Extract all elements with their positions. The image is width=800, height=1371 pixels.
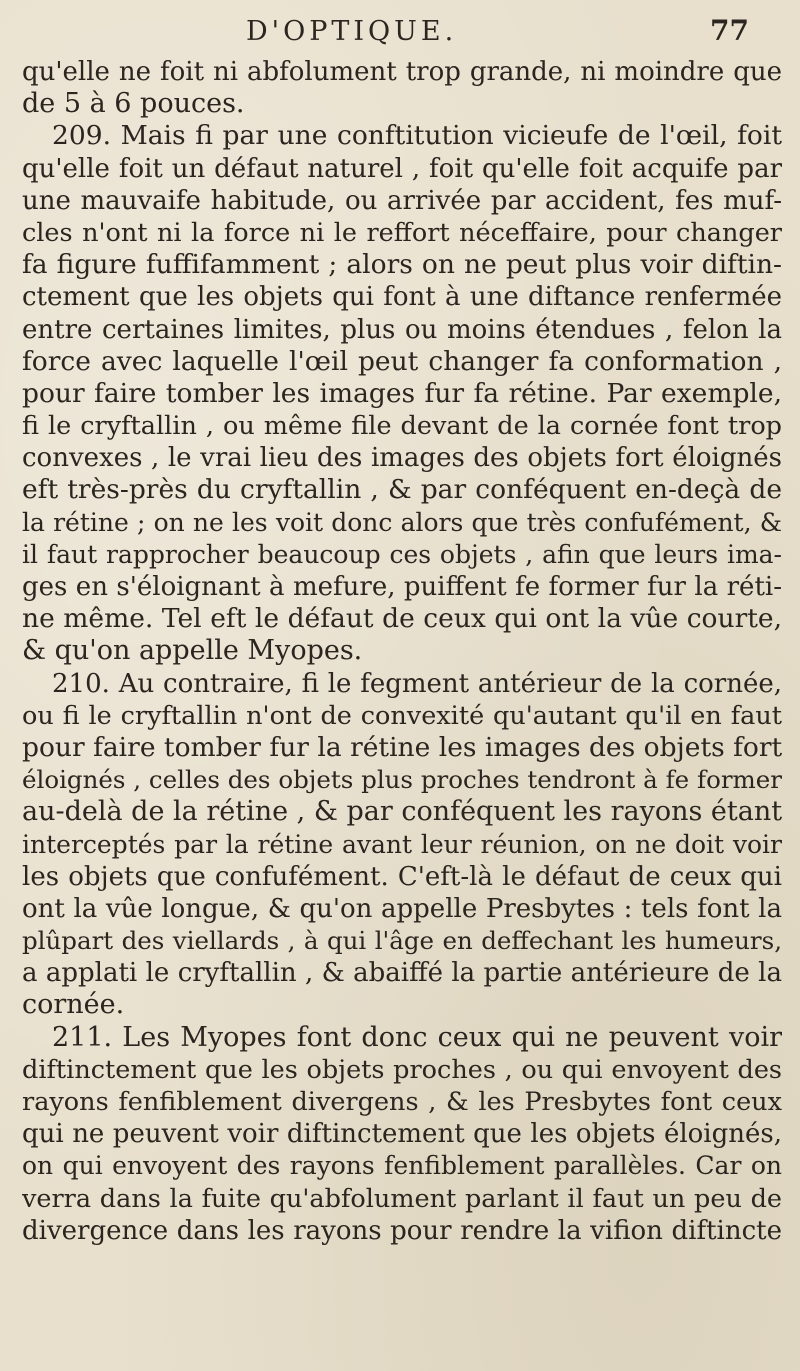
text-line: fa figure fuffifamment ; alors on ne peut plus voir diftin- (22, 249, 782, 281)
text-line: au-delà de la rétine , & par conféquent les rayons étant (22, 796, 782, 828)
text-line: ont la vûe longue, & qu'on appelle Presbytes : tels font la (22, 893, 782, 924)
text-line: convexes , le vrai lieu des images des objets fort éloignés (22, 443, 782, 474)
text-line: pour faire tomber les images fur fa rétine. Par exemple, (22, 377, 782, 409)
text-line: eft très-près du cryftallin , & par conféquent en-deçà de (22, 474, 782, 506)
text-line: diftinctement que les objets proches , ou qui envoyent des (22, 1054, 782, 1085)
text-line: 210. Au contraire, fi le fegment antérieur de la cornée, (52, 668, 782, 699)
text-line: plûpart des viellards , à qui l'âge en deffechant les humeurs, (22, 926, 782, 956)
text-line: entre certaines limites, plus ou moins étendues , felon la (22, 314, 782, 345)
text-line: cles n'ont ni la force ni le reffort néceffaire, pour changer (22, 217, 782, 248)
text-line: 211. Les Myopes font donc ceux qui ne peuvent voir (52, 1021, 782, 1053)
text-line: fi le cryftallin , ou même file devant de la cornée font trop (22, 411, 782, 442)
text-line: qui ne peuvent voir diftinctement que les objets éloignés, (22, 1119, 782, 1150)
text-line: ne même. Tel eft le défaut de ceux qui ont la vûe courte, (22, 603, 782, 635)
text-line: & qu'on appelle Myopes. (22, 635, 363, 667)
text-line: la rétine ; on ne les voit donc alors que très confufément, & (22, 507, 782, 537)
text-line: éloignés , celles des objets plus proches tendront à fe former (22, 765, 782, 795)
running-title: D'OPTIQUE. (246, 16, 458, 47)
page-header (0, 14, 800, 54)
text-line: on qui envoyent des rayons fenfiblement parallèles. Car on (22, 1151, 782, 1181)
text-line: 209. Mais fi par une conftitution vicieufe de l'œil, foit (52, 120, 782, 152)
text-line: rayons fenfiblement divergens , & les Presbytes font ceux (22, 1087, 782, 1117)
text-line: ges en s'éloignant à mefure, puiffent fe former fur la réti- (22, 572, 782, 602)
text-line: ou fi le cryftallin n'ont de convexité qu'autant qu'il en faut (22, 700, 782, 731)
text-line: a applati le cryftallin , & abaiffé la partie antérieure de la (22, 958, 782, 989)
text-line: qu'elle ne foit ni abfolument trop grande, ni moindre que (22, 57, 782, 87)
text-line: il faut rapprocher beaucoup ces objets , afin que leurs ima- (22, 539, 782, 569)
text-line: une mauvaife habitude, ou arrivée par accident, fes muf- (22, 185, 782, 216)
text-line: verra dans la fuite qu'abfolument parlant il faut un peu de (22, 1183, 782, 1214)
text-line: cornée. (22, 989, 125, 1021)
text-line: divergence dans les rayons pour rendre la vifion diftincte (22, 1215, 782, 1246)
text-line: les objets que confufément. C'eft-là le défaut de ceux qui (22, 861, 782, 892)
text-line: qu'elle foit un défaut naturel , foit qu'elle foit acquife par (22, 153, 782, 184)
page-number: 77 (710, 14, 749, 47)
text-line: ctement que les objets qui font à une diftance renfermée (22, 282, 782, 313)
text-line: de 5 à 6 pouces. (22, 88, 245, 120)
text-line: force avec laquelle l'œil peut changer fa conformation , (22, 345, 782, 377)
body-text (22, 56, 782, 1247)
text-line: interceptés par la rétine avant leur réunion, on ne doit voir (22, 829, 782, 859)
text-line: pour faire tomber fur la rétine les images des objets fort (22, 731, 782, 763)
